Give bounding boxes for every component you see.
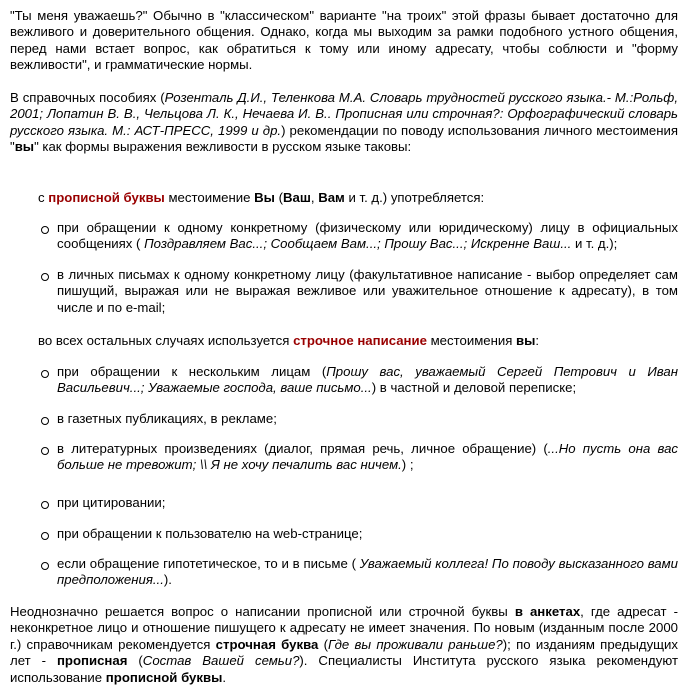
list-item xyxy=(57,441,678,474)
capital-heading-text-3: ( xyxy=(274,190,283,205)
pronoun-Vam: Вам xyxy=(318,190,345,205)
list-item xyxy=(57,556,678,589)
pronoun-Vash: Ваш xyxy=(283,190,311,205)
list-item-text: в газетных публикациях, в рекламе; xyxy=(57,411,277,426)
questionnaire-text-1: Неоднозначно решается вопрос о написании прописной или строчной буквы xyxy=(10,604,515,619)
list-item xyxy=(57,364,678,397)
pronoun-vy-bold: вы xyxy=(14,139,35,155)
questionnaire-text-2: , где адресат - неконкретное лицо и отношение пишущего к адресату не имеет значения. По новым (изданным после 2000 г.) справочникам рекомендуется xyxy=(10,604,679,652)
list-item-text: при обращении к одному конкретному (физическому или юридическому) лицу в официальных сообщениях ( xyxy=(57,220,678,252)
list-item-example: Поздравляем Вас...; Сообщаем Вам...; Прошу Вас...; Искренне Ваш... xyxy=(144,236,572,252)
example-family: Состав Вашей семьи? xyxy=(142,653,300,669)
questionnaire-text-3: ( xyxy=(318,636,329,652)
lowercase-heading-text-2: местоимения xyxy=(426,333,517,348)
list-item-text: при цитировании; xyxy=(57,495,166,510)
capital-heading-text-4: , xyxy=(310,190,319,205)
list-item-text-end: и т. д.); xyxy=(571,236,618,252)
lowercase-heading-text-1: во всех остальных случаях используется xyxy=(38,333,294,348)
capital-heading-text-2: местоимение xyxy=(164,190,255,205)
list-item xyxy=(57,411,678,427)
list-item-text-end: ). xyxy=(163,572,172,588)
questionnaire-text-7: . xyxy=(222,669,227,685)
lowercase-heading xyxy=(38,333,678,349)
list-item-text: если обращение гипотетическое, то и в письме ( xyxy=(57,556,360,571)
references-text-3: " как формы выражения вежливости в русском языке таковы: xyxy=(34,139,412,155)
bullet-circle-icon xyxy=(41,562,49,570)
pronoun-vy: вы xyxy=(516,333,536,348)
list-item-text: при обращении к пользователю на web-странице; xyxy=(57,526,363,541)
questionnaire-text-5: ( xyxy=(127,653,143,669)
capital-letter-highlight: прописной буквы xyxy=(48,190,165,205)
list-item-text: при обращении к нескольким лицам ( xyxy=(57,364,327,379)
lowercase-letter-bold: строчная буква xyxy=(215,636,319,652)
bullet-circle-icon xyxy=(41,226,49,234)
list-item xyxy=(57,220,678,253)
bullet-circle-icon xyxy=(41,532,49,540)
list-item-example: Уважаемый коллега! По поводу высказанного вами предположения... xyxy=(57,556,679,588)
list-item-text: в личных письмах к одному конкретному лицу (факультативное написание - выбор определяет сам пишущий, выражая или не выражая вежливое или уважительное отношение к адресату), в том числе и по e-mail; xyxy=(57,267,678,315)
questionnaire-text-4: ); по изданиям предыдущих лет - xyxy=(10,636,678,669)
example-where-lived: Где вы проживали раньше? xyxy=(328,636,503,652)
intro-paragraph xyxy=(10,8,678,74)
capital-bold: прописная xyxy=(56,653,128,669)
capital-heading-text-5: и т. д.) употребляется: xyxy=(344,190,485,205)
references-citation: Розенталь Д.И., Теленкова М.А. Словарь трудностей русского языка.- М.:Рольф, 2001; Лопатин В. В., Чельцова Л. К., Нечаева И. В.. Прописная или строчная?: Орфографический словарь русского языка. М.: АСТ-ПРЕСС, 1999 и др. xyxy=(10,90,678,138)
list-item xyxy=(57,526,678,542)
in-questionnaires-bold: в анкетах xyxy=(514,604,581,619)
questionnaire-text-6: ). Специалисты Института русского языка рекомендуют использование xyxy=(10,653,678,685)
list-item xyxy=(57,267,678,316)
references-text-1: В справочных пособиях ( xyxy=(10,90,165,105)
capital-heading-text-1: с xyxy=(38,190,49,205)
intro-text: "Ты меня уважаешь?" Обычно в "классическом" варианте "на троих" этой фразы бывает достаточно для вежливого и доверительного общения. Однако, когда мы выходим за рамки подобного устного общения, перед нами встает вопрос, как обратиться к тому или иному адресату, чтобы соблюсти и "форму вежливости", и грамматические нормы. xyxy=(10,8,678,73)
lowercase-heading-text-3: : xyxy=(535,333,540,348)
bullet-circle-icon xyxy=(41,447,49,455)
references-text-2: ) рекомендации по поводу использования личного местоимения " xyxy=(10,122,678,155)
list-item-text: в литературных произведениях (диалог, прямая речь, личное обращение) ( xyxy=(57,441,548,456)
list-item xyxy=(57,495,678,511)
bullet-circle-icon xyxy=(41,273,49,281)
lowercase-highlight: строчное написание xyxy=(293,333,427,348)
capital-letter-bold: прописной буквы xyxy=(105,669,223,685)
list-item-text-end: ) ; xyxy=(401,457,414,473)
list-item-example: ...Но пусть она вас больше не тревожит; \\ Я не хочу печалить вас ничем. xyxy=(57,441,678,473)
list-item-example: Прошу вас, уважаемый Сергей Петрович и Иван Васильевич...; Уважаемые господа, ваше письмо... xyxy=(57,364,678,396)
references-paragraph xyxy=(10,90,678,156)
questionnaire-paragraph xyxy=(10,604,678,686)
capital-letter-heading xyxy=(38,190,678,206)
bullet-circle-icon xyxy=(41,501,49,509)
pronoun-Vy: Вы xyxy=(254,190,275,205)
bullet-circle-icon xyxy=(41,370,49,378)
list-item-text-end: ) в частной и деловой переписке; xyxy=(371,380,577,396)
bullet-circle-icon xyxy=(41,417,49,425)
